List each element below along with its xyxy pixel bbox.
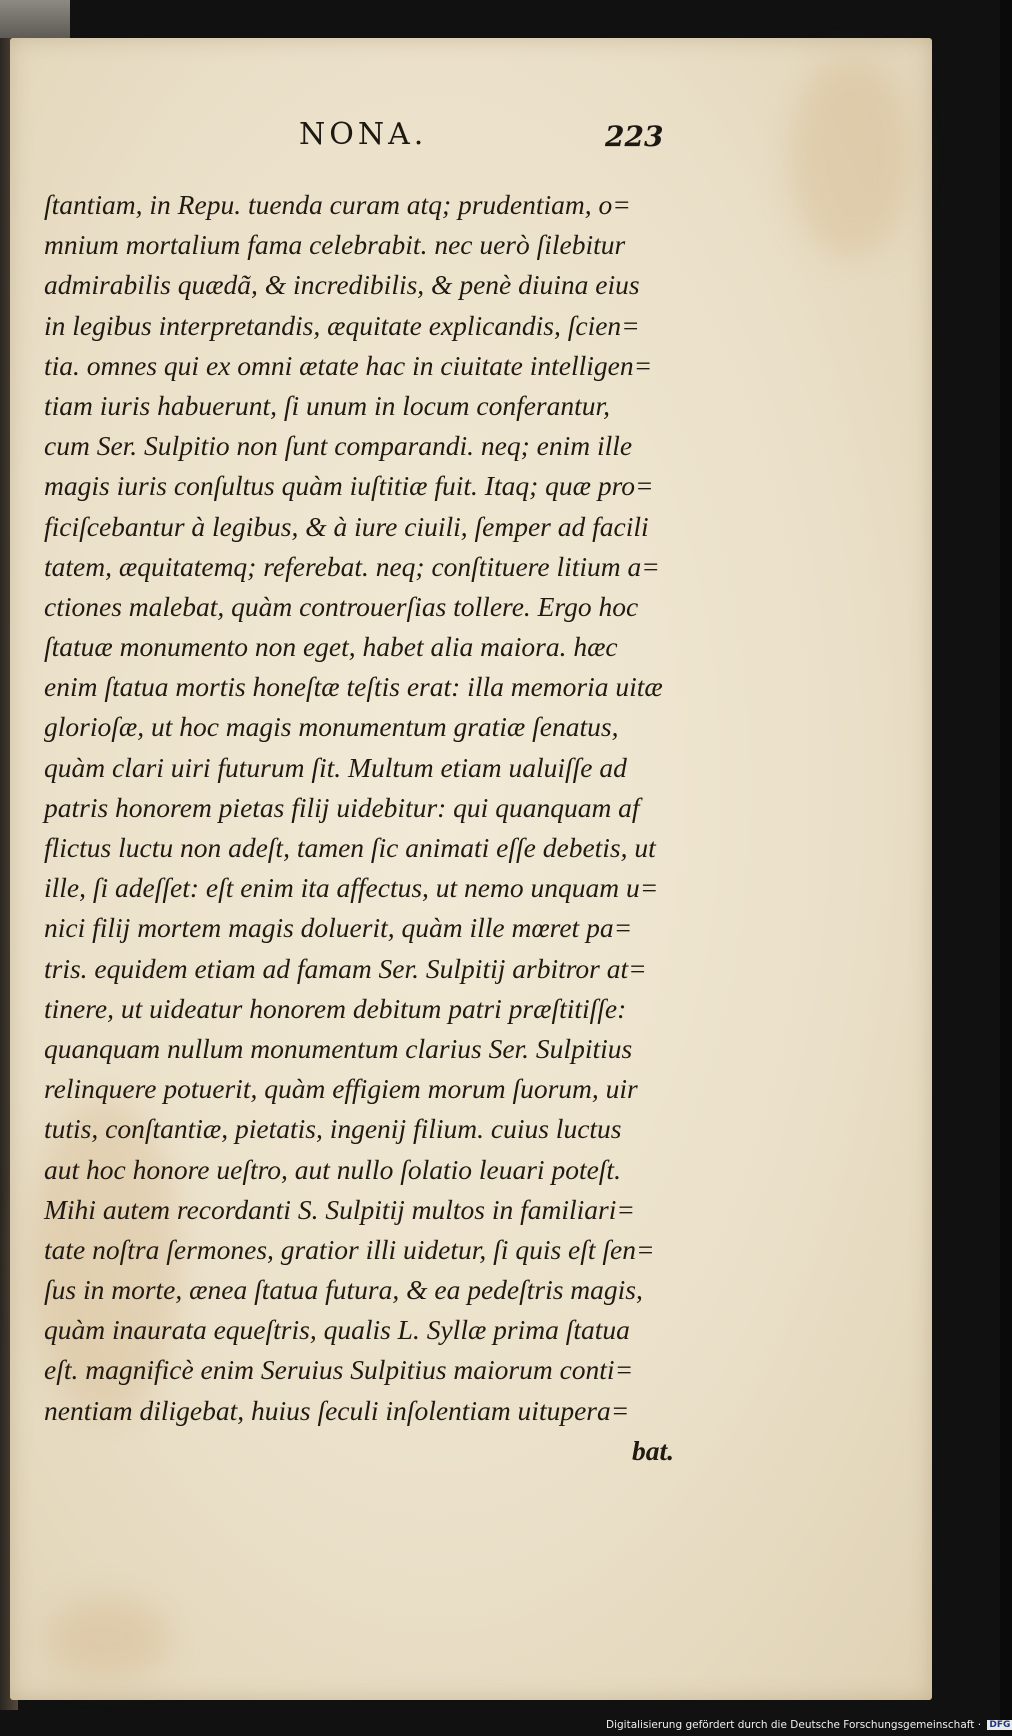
text-line: magis iuris conſultus quàm iuſtitiæ fuit. Itaq; quæ pro= [44, 470, 654, 502]
text-line: Mihi autem recordanti S. Sulpitij multos in familiari= [44, 1193, 635, 1225]
text-line: eſt. magnificè enim Seruius Sulpitius maiorum conti= [44, 1354, 634, 1386]
text-line: mnium mortalium fama celebrabit. nec uerò ſilebitur [44, 229, 626, 261]
text-line: ficiſcebantur à legibus, & à iure ciuili, ſemper ad facili [44, 510, 649, 542]
dfg-logo-icon: DFG [989, 1720, 1011, 1730]
text-line: admirabilis quædã, & incredibilis, & penè diuina eius [44, 269, 640, 301]
book-corner [0, 0, 70, 38]
text-line: ctiones malebat, quàm controuerſias tollere. Ergo hoc [44, 590, 639, 622]
page-header [0, 117, 1000, 165]
age-stain [50, 1598, 170, 1678]
text-line: nici filij mortem magis doluerit, quàm ille mœret pa= [44, 912, 633, 944]
text-line: tate noſtra ſermones, gratior illi uidetur, ſi quis eſt ſen= [44, 1233, 655, 1265]
text-line: cum Ser. Sulpitio non ſunt comparandi. neq; enim ille [44, 430, 633, 462]
running-head: NONA. [299, 117, 428, 152]
text-line: ſtatuæ monumento non eget, habet alia maiora. hæc [44, 631, 618, 663]
text-line: tutis, conſtantiæ, pietatis, ingenij filium. cuius luctus [44, 1113, 622, 1145]
text-line: ille, ſi adeſſet: eſt enim ita affectus, ut nemo unquam u= [44, 872, 659, 904]
credit-text: Digitalisierung gefördert durch die Deutsche Forschungsgemeinschaft · [606, 1719, 982, 1731]
text-line: quanquam nullum monumentum clarius Ser. Sulpitius [44, 1032, 633, 1064]
text-line: flictus luctu non adeſt, tamen ſic animati eſſe debetis, ut [44, 832, 656, 863]
catchword: bat. [631, 1434, 674, 1466]
text-line: tris. equidem etiam ad famam Ser. Sulpitij arbitror at= [44, 952, 647, 984]
text-line: aut hoc honore ueſtro, aut nullo ſolatio leuari poteſt. [44, 1153, 621, 1185]
text-line: ſtantiam, in Repu. tuenda curam atq; prudentiam, o= [44, 189, 631, 220]
text-line: relinquere potuerit, quàm effigiem morum ſuorum, uir [44, 1073, 638, 1105]
digitization-credit [606, 1719, 1012, 1731]
body-text [44, 185, 680, 1471]
text-line: tia. omnes qui ex omni ætate hac in ciuitate intelligen= [44, 349, 653, 381]
text-line: enim ſtatua mortis honeſtæ teſtis erat: illa memoria uitæ [44, 671, 663, 703]
page-number: 223 [605, 120, 664, 153]
text-line: in legibus interpretandis, æquitate explicandis, ſcien= [44, 309, 640, 341]
text-line: ſus in morte, ænea ſtatua futura, & ea pedeſtris magis, [44, 1274, 643, 1306]
text-line: tatem, æquitatemq; referebat. neq; conſtituere litium a= [44, 550, 660, 582]
text-line: quàm clari uiri futurum ſit. Multum etiam ualuiſſe ad [44, 751, 627, 783]
text-line: glorioſæ, ut hoc magis monumentum gratiæ ſenatus, [44, 711, 619, 743]
text-line: nentiam diligebat, huius ſeculi inſolentiam uitupera= [44, 1394, 630, 1426]
text-line: tiam iuris habuerunt, ſi unum in locum conferantur, [44, 389, 611, 421]
text-line: tinere, ut uideatur honorem debitum patri præſtitiſſe: [44, 992, 627, 1024]
text-line: quàm inaurata equeſtris, qualis L. Syllæ prima ſtatua [44, 1314, 630, 1346]
text-line: patris honorem pietas filij uidebitur: qui quanquam af [44, 791, 640, 823]
